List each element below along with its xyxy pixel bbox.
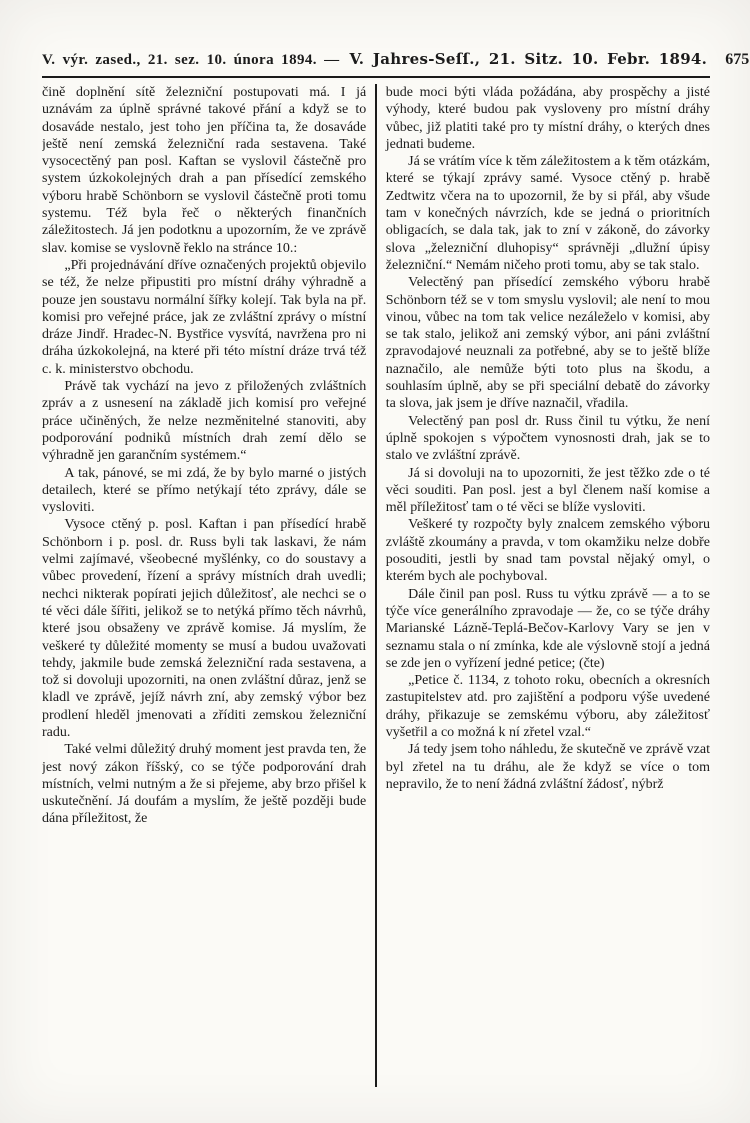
paragraph: Vysoce ctěný p. posl. Kaftan i pan přísedící hrabě Schönborn i p. posl. dr. Russ byli tak laskavi, že nám velmi zajímavé, všeobecné myšlénky, co do soustavy a vůbec provedení, řízení a správy místních drah uvedli; nechci nikterak popírati jejich důležitosť, ale nechci se o té věci dále šířiti, jelikož se to netýká přímo těch návrhů, které jsou obsaženy ve zprávě komise. Já myslím, že veškeré ty důležité momenty se musí a budou uvažovati tehdy, jakmile bude zemská železniční rada sestavena, a tož si dovoluji upozorniti, na onen zvláštní důraz, jenž se kladl ve zprávě, jejíž návrh zní, aby zemský výbor bez prodlení hleděl jmenovati a zříditi zemskou železniční radu. — [42, 517, 367, 740]
paragraph: Já se vrátím více k těm záležitostem a k těm otázkám, které se týkají zprávy samé. Vysoce ctěný p. hrabě Zedtwitz včera na to upozornil, že by si přál, aby všude tam v konečných návrzích, kde se jedná o prioritních obligacích, se dala tak, jak to zní v zákoně, do závorky slova „železniční dluhopisy“ správněji „dlužní úpisy železniční.“ Nemám ničeho proti tomu, aby se tak stalo. — [385, 154, 710, 273]
text-columns — [42, 84, 710, 1087]
left-text-column — [42, 84, 375, 1087]
paragraph: Dále činil pan posl. Russ tu výtku zprávě — a to se týče více generálního zpravodaje — že, co se týče dráhy Marianské Lázně-Teplá-Bečov-Karlovy Vary se jen v seznamu stala o ní zmínka, kde ale výslovně stojí a jedná se zde jen o vyřízení jedné petice; (čte) — [385, 586, 710, 671]
paragraph: Velectěný pan přísedící zemského výboru hrabě Schönborn též se v tom smyslu vyslovil; ale není to mou vinou, vůbec na tom tak velice nezáleželo v komisi, aby se tak stalo, jelikož ani zemský výbor, ani páni zvláštní zpravodajové neuznali za potřebné, aby se to ještě blíže naznačilo, ale nemůže býti toto plus na škodu, a souhlasím úplně, aby se při speciální debatě do závorky ta slova, jak jsem je dříve naznačil, vřadila. — [385, 275, 710, 412]
paragraph: „Petice č. 1134, z tohoto roku, obecních a okresních zastupitelstev atd. pro zajištění a podporu výše uvedené dráhy, přikazuje se zemskému výboru, aby záležitosť vyšetřil a co možná k ní zřetel vzal.“ — [385, 673, 710, 740]
paragraph: „Při projednávání dříve označených projektů objevilo se též, že nelze připustiti pro místní dráhy výhradně a pouze jen soustavu normální šířky kolejí. Tak byla na př. komisi pro veřejné práce, jak ze zvláštní zprávy o místní dráze Jindř. Hradec-N. Bystřice vysvítá, navržena pro ni dráha úzkokolejná, na které při této místní dráze trvá též c. k. ministerstvo obchodu. — [42, 257, 367, 377]
paragraph: bude moci býti vláda požádána, aby prospěchy a jisté výhody, které budou pak vysloveny pro místní dráhy vůbec, již platiti také pro ty místní dráhy, o kterých dnes jednati budeme. — [385, 85, 710, 152]
paragraph: Já tedy jsem toho náhledu, že skutečně ve zprávě vzat byl zřetel na tu dráhu, ale že když se více o tom nepravilo, že to není žádná zvláštní žádosť, nýbrž — [385, 742, 710, 792]
paragraph: Já si dovoluji na to upozorniti, že jest těžko zde o té věci souditi. Pan posl. jest a byl členem naší komise a měl příležitosť tam o té věci se blíže vysloviti. — [385, 465, 710, 516]
paragraph: čině doplnění sítě železniční postupovati má. I já uznávám za úplně správné takové přání a když se to dosaváde nestalo, jest toho jen příčina ta, že dosaváde ještě není zemská železniční rada sestavena. Také vysocectěný pan posl. Kaftan se vyslovil částečně pro system úzkokolejných drah a pan přísedící zemského výboru hrabě Schönborn se vyslovil částečně proti tomu systemu. Též byla řeč o některých finančních záležitostech. Já jen podotknu a upozorním, že ve zprávě slav. komise se vyslovně řeklo na stránce 10.: — [42, 85, 367, 256]
paragraph: Velectěný pan posl dr. Russ činil tu výtku, že není úplně spokojen s výpočtem vynosnosti drah, jak se to stalo ve zvláštní zprávě. — [385, 413, 710, 464]
header-session-czech: V. výr. zased., 21. sez. 10. února 1894. — — [42, 52, 340, 68]
paragraph: Veškeré ty rozpočty byly znalcem zemského výboru zvláště zkoumány a pravda, v tom okamžiku nelze dobře posouditi, jestli by snad tam povstal nějaký omyl, o kterém bych ale pochyboval. — [385, 517, 710, 585]
right-text-column — [377, 84, 710, 1087]
paragraph: Také velmi důležitý druhý moment jest pravda ten, že jest nový zákon říšský, co se týče podporování drah místních, velmi nutným a že si přejeme, aby brzo přišel k uskutečnění. Já doufám a myslím, že ještě později bude dána příležitost, že — [42, 742, 367, 827]
page-number: 675 — [725, 51, 750, 68]
paragraph: A tak, pánové, se mi zdá, že by bylo marné o jistých detailech, které se přímo netýkají této zprávy, dále se vysloviti. — [42, 465, 367, 516]
page-header — [42, 50, 750, 78]
header-session-german-fraktur: V. Jahres-Seſſ., 21. Sitz. 10. Febr. 1894. — [349, 50, 708, 68]
paragraph: Právě tak vychází na jevo z přiložených zvláštních zpráv a z usnesení na základě jich komisí pro veřejné práce učiněných, že nelze nezměnitelné stanoviti, aby podporování podniků místních drah zemí dělo se výhradně jen garančním systémem.“ — [42, 379, 367, 464]
